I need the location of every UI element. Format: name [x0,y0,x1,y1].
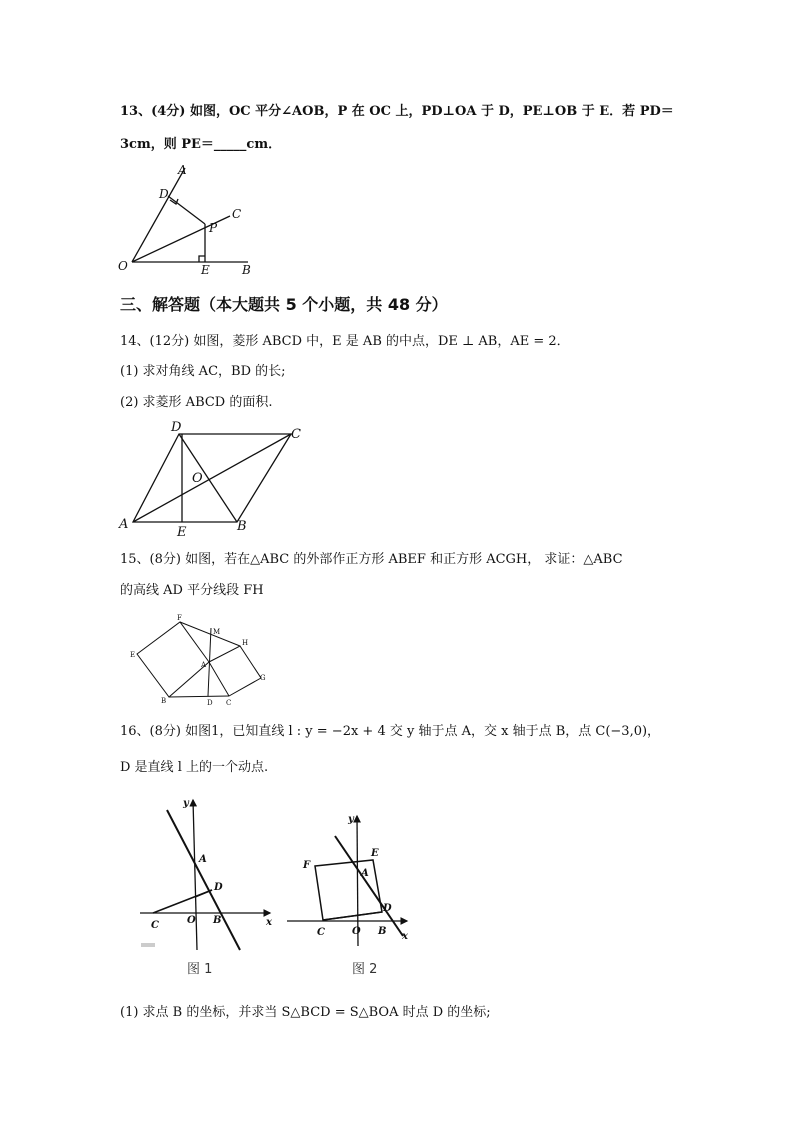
q16-figure1 [135,792,285,952]
q15-figure [125,612,275,707]
q13-line2: 3cm，则 PE＝_____cm． [120,137,282,152]
square-abef [137,622,209,697]
label-b: B [213,915,222,926]
label-o: O [192,471,203,486]
label-f: F [177,614,182,622]
label-y: y [183,798,189,809]
y-axis [193,800,197,950]
segment-pd [168,196,205,224]
q14-sub2: (2) 求菱形 ABCD 的面积. [120,395,273,410]
q16-line2: D 是直线 l 上的一个动点. [120,760,269,775]
label-c: C [226,699,232,707]
label-b: B [242,263,251,277]
label-c: C [317,927,325,938]
label-a: A [361,868,369,879]
label-c: C [151,920,159,931]
label-d: D [159,187,169,201]
label-e: E [177,525,187,540]
q16-sub1: (1) 求点 B 的坐标，并求当 S△BCD = S△BOA 时点 D 的坐标; [120,1005,491,1020]
label-a: A [199,854,207,865]
scan-mark [141,943,155,947]
fig2-caption: 图 2 [352,962,378,977]
label-b: B [161,697,167,705]
q13-line1: 13、(4分) 如图，OC 平分∠AOB，P 在 OC 上，PD⊥OA 于 D，PE⊥OB 于 E．若 PD＝ [120,104,674,119]
label-p: P [209,221,218,235]
label-e: E [130,651,136,659]
label-o: O [187,915,196,926]
q16-line1: 16、(8分) 如图1，已知直线 l : y = −2x + 4 交 y 轴于点 A，交 x 轴于点 B，点 C(−3,0)， [120,724,661,739]
label-e: E [371,848,379,859]
right-angle-e [199,256,205,262]
q13-figure [110,160,270,280]
label-y: y [348,814,354,825]
label-d: D [171,420,182,435]
q15-line1: 15、(8分) 如图，若在△ABC 的外部作正方形 ABEF 和正方形 ACGH， 求证：△ABC [120,552,623,567]
label-m: M [213,628,221,636]
q14-sub1: (1) 求对角线 AC，BD 的长; [120,364,286,379]
label-o: O [118,259,128,273]
label-d: D [207,699,213,707]
label-d: D [383,903,392,914]
q15-line2: 的高线 AD 平分线段 FH [120,583,264,598]
line-l [167,810,240,950]
segment-bc [169,696,229,697]
label-x: x [266,917,272,928]
q14-figure [115,418,315,540]
fig1-caption: 图 1 [187,962,213,977]
label-o: O [352,926,361,937]
label-b: B [237,519,247,534]
label-x: x [402,931,408,942]
label-b: B [378,926,387,937]
section-title: 三、解答题（本大题共 5 个小题，共 48 分） [120,295,448,314]
label-a: A [201,661,207,669]
label-d: D [214,882,223,893]
segment-cd [323,912,382,920]
label-c: C [232,207,242,221]
label-a: A [178,163,187,177]
ray-oa [132,168,185,262]
label-a: A [119,517,129,532]
label-g: G [260,674,266,682]
label-e: E [201,263,210,277]
q16-figure2 [285,808,415,948]
q14-line1: 14、(12分) 如图，菱形 ABCD 中，E 是 AB 的中点，DE ⊥ AB，AE = 2． [120,334,570,349]
label-c: C [291,427,301,442]
label-h: H [242,639,249,647]
label-f: F [303,860,311,871]
diagonal-bd [179,434,237,522]
square-acgh [209,646,261,696]
